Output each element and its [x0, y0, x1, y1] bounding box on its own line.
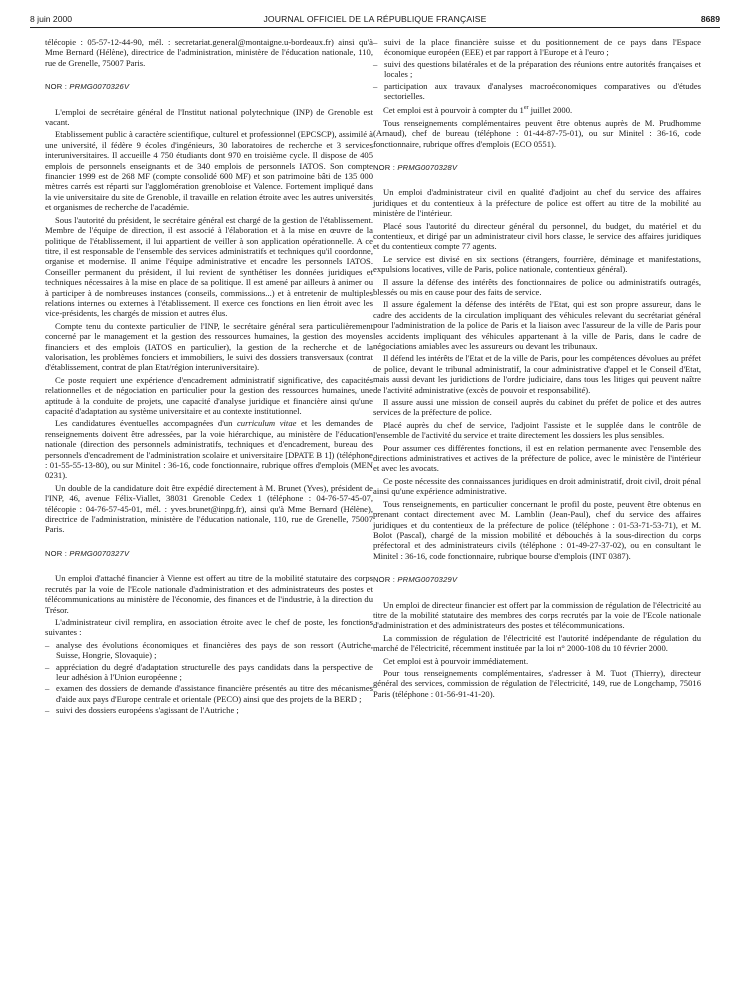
- page-number: 8689: [700, 14, 720, 24]
- text-run: juillet 2000.: [528, 105, 573, 116]
- paragraph: [373, 103, 701, 115]
- paragraph: Tous renseignements, en particulier concernant le profil du poste, peuvent être obtenus en prenant contact directement avec M. Lamblin (Jean-Paul), chef du service des affaires juridiques et du contentieux de la préfecture de police (téléphone : 01-53-71-53-71), et M. Bolot (Pascal), chargé de la mission mobilité et débouchés à la sous-direction du corps préfectoral et des administrateurs civils (téléphone : 01-49-27-37-02), ou en consultant le Minitel : 36-16, code fonctionnaire, rubrique bourse d'emplois (INT 0387).: [373, 498, 701, 561]
- text-run: et les demandes de renseignements doivent être adressées, par la voie hiérarchique, au ministère de l'éducation nationale (direction des personnels administratifs, techniques et d'encadrement, bureau des personnels d'encadrement de l'administration scolaire et universitaire [DPATE B 1]) (téléphone : 01-55-55-13-80), ou sur Minitel : 36-16, code fonctionnaire, rubrique offres d'emplois (MEN 0231).: [45, 418, 373, 481]
- paragraph: Il assure également la défense des intérêts de l'Etat, qui est son propre assureur, dans le cadre des accidents de la circulation impliquant des véhicules relevant du secrétariat général pour l'administration de la police de Paris et la liaison avec l'assureur de la ville de Paris pour les accidents impliquant des véhicules appartenant à la ville de Paris, dans le cadre de négociations amiables avec les assureurs ou devant les tribunaux.: [373, 299, 701, 352]
- nor-reference: [45, 549, 373, 559]
- paragraph: Un emploi d'attaché financier à Vienne est offert au titre de la mobilité statutaire des corps recrutés par la voie de l'Ecole nationale d'administration et des administrateurs des postes et télécommunications au ministère de l'économie, des finances et de l'industrie, à la direction du Trésor.: [45, 573, 373, 615]
- paragraph: L'administrateur civil remplira, en association étroite avec le chef de poste, les fonctions suivantes :: [45, 616, 373, 638]
- nor-reference: [373, 163, 701, 173]
- paragraph: Sous l'autorité du président, le secrétaire général est chargé de la gestion de l'établissement. Membre de l'équipe de direction, il est associé à l'élaboration et à la mise en œuvre de la politique de l'établissement, il lui appartient de veiller à son application opérationnelle. A ce titre, il est responsable de l'ensemble des services administratifs et techniques qu'il coordonne, organise et modernise. Il anime l'équipe administrative et encadre les personnels IATOS. Conseiller permanent du président, il lui revient de synthétiser les données juridiques et techniques nécessaires à la mise en place de sa politique. Il est amené par ailleurs à animer ou à participer à de nombreuses instances (conseils, commissions...) et à entretenir de multiples relations internes ou externes à l'établissement. Il exerce ces fonctions en lien étroit avec les vice-présidents, les chargés de mission et autres élus.: [45, 214, 373, 319]
- nor-code: PRMG0070326V: [69, 82, 130, 92]
- paragraph: Le service est divisé en six sections (étrangers, fourrière, déminage et manifestations, expulsions locatives, ville de Paris, police nationale, contentieux général).: [373, 253, 701, 275]
- header-rule: [30, 27, 720, 28]
- paragraph: Il assure la défense des intérêts des fonctionnaires de police ou administratifs outragés, blessés ou mis en cause pour des faits de service.: [373, 276, 701, 297]
- paragraph: Placé sous l'autorité du directeur général du personnel, du budget, du matériel et du contentieux, et dirigé par un administrateur civil hors classe, le service des affaires juridiques et du contentieux compte 77 agents.: [373, 220, 701, 252]
- paragraph: Pour tous renseignements complémentaires, s'adresser à M. Tuot (Thierry), directeur général des services, commission de régulation de l'électricité, 149, rue de Longchamp, 75016 Paris (téléphone : 01-56-91-41-20).: [373, 667, 701, 699]
- paragraph: Tous renseignements complémentaires peuvent être obtenus auprès de M. Prudhomme (Arnaud), chef de bureau (téléphone : 01-44-87-75-01), ou sur Minitel : 36-16, code fonctionnaire, rubrique offres d'emplois (ECO 0551).: [373, 117, 701, 149]
- list-item: – examen des dossiers de demande d'assistance financière présentés au titre des mécanismes d'aide aux pays d'Europe centrale et orientale (PECO) ainsi que des projets de la BERD ;: [45, 683, 373, 704]
- nor-code: PRMG0070327V: [69, 548, 130, 558]
- paragraph: Il défend les intérêts de l'Etat et de la ville de Paris, pour les compétences dévolues au préfet de police, devant le tribunal administratif, la cour administrative d'appel et le Conseil d'Etat, mais aussi devant les juridictions de l'ordre judiciaire, dans tous les litiges qui peuvent naître de l'activité administrative (excès de pouvoir et responsabilité).: [373, 353, 701, 395]
- paragraph: Un emploi de directeur financier est offert par la commission de régulation de l'électricité au titre de la mobilité statutaire des membres des corps recrutés par la voie de l'Ecole nationale d'administration et des administrateurs des postes et télécommunications.: [373, 599, 701, 631]
- text-run: Cet emploi est à pourvoir à compter du 1: [383, 105, 524, 116]
- right-column: [373, 37, 701, 701]
- nor-reference: [45, 82, 373, 92]
- paragraph: Ce poste nécessite des connaissances juridiques en droit administratif, droit civil, droit pénal ainsi qu'une expérience administrative.: [373, 475, 701, 497]
- list-item: – appréciation du degré d'adaptation structurelle des pays candidats dans la perspective de leur adhésion à l'Union européenne ;: [45, 662, 373, 683]
- nor-code: PRMG0070329V: [397, 575, 458, 585]
- list-item: – suivi des dossiers européens s'agissant de l'Autriche ;: [45, 705, 373, 715]
- paragraph: Il assure aussi une mission de conseil auprès du cabinet du préfet de police et des autres services de la préfecture de police.: [373, 397, 701, 418]
- intro-paragraph: télécopie : 05-57-12-44-90, mél. : secretariat.general@montaigne.u-bordeaux.fr) ainsi qu'à Mme Bernard (Hélène), directrice de l'administration, ministère de l'éducation nationale, 110, rue de Grenelle, 75007 Paris.: [45, 37, 373, 68]
- list-item: – participation aux travaux d'analyses macroéconomiques comparatives ou d'études sectorielles.: [373, 81, 701, 102]
- list-item: – suivi de la place financière suisse et du positionnement de ce pays dans l'Espace économique européen (EEE) et par rapport à l'Europe et à l'euro ;: [373, 37, 701, 58]
- emphasis: curriculum vitae: [236, 418, 297, 429]
- paragraph: Un double de la candidature doit être expédié directement à M. Brunet (Yves), président de l'INP, 46, avenue Félix-Viallet, 38031 Grenoble Cedex 1 (téléphone : 04-76-57-45-07, télécopie : 04-76-57-45-01, mél. : yves.brunet@inpg.fr), ainsi qu'à Mme Bernard (Hélène), directrice de l'administration, ministère de l'éducation nationale, 110, rue de Grenelle, 75007 Paris.: [45, 482, 373, 535]
- nor-reference: [373, 575, 701, 585]
- nor-label: NOR :: [45, 548, 70, 558]
- paragraph: Compte tenu du contexte particulier de l'INP, le secrétaire général sera particulièrement concerné par le management et la gestion des ressources humaines, la gestion des moyens financiers et des emplois (IATOS en particulier), la gestion de la recherche et de la valorisation, les problèmes fonciers et immobiliers, le suivi des dossiers transversaux (contrat d'établissement, contrat de plan Etat/région interuniversitaire).: [45, 320, 373, 373]
- header-date: 8 juin 2000: [30, 14, 73, 24]
- text-run: Les candidatures éventuelles accompagnées d'un: [55, 418, 237, 429]
- paragraph: La commission de régulation de l'électricité est l'autorité indépendante de régulation du marché de l'électricité, récemment instituée par la loi n° 2000-108 du 10 février 2000.: [373, 632, 701, 654]
- superscript: er: [523, 105, 529, 112]
- paragraph: Cet emploi est à pourvoir immédiatement.: [383, 655, 529, 666]
- list-item: – analyse des évolutions économiques et financières des pays de son ressort (Autriche, Suisse, Hongrie, Slovaquie) ;: [45, 640, 373, 661]
- paragraph: Etablissement public à caractère scientifique, culturel et professionnel (EPCSCP), assimilé à une université, il fédère 9 écoles d'ingénieurs, 30 laboratoires de recherche et 3 services interuniversitaires. Il accueille 4 750 étudiants dont 970 en troisième cycle. Il dispose de 405 emplois de personnels enseignants et de 340 emplois de personnels IATOS. Son compte financier 1999 est de 268 MF (compte consolidé 600 MF) et son patrimoine bâti de 135 000 mètres carrés est réparti sur l'agglomération grenobloise et Valence. Fortement impliqué dans la vie universitaire du site de Grenoble, il travaille en relation étroite avec les autres universités et organismes de recherche de l'académie.: [45, 129, 373, 213]
- list-item: – suivi des questions bilatérales et de la préparation des réunions entre autorités françaises et locales ;: [373, 59, 701, 80]
- nor-code: PRMG0070328V: [397, 162, 458, 172]
- left-column: [45, 37, 373, 718]
- paragraph: Placé auprès du chef de service, l'adjoint l'assiste et le supplée dans le contrôle de l'ensemble de l'activité du service et traite directement les dossiers les plus sensibles.: [373, 419, 701, 441]
- paragraph: Un emploi d'administrateur civil en qualité d'adjoint au chef du service des affaires juridiques et du contentieux à la préfecture de police est offert au titre de la mobilité au ministère de l'intérieur.: [373, 187, 701, 219]
- duties-list-continued: [373, 37, 701, 101]
- paragraph: L'emploi de secrétaire général de l'Institut national polytechnique (INP) de Grenoble est vacant.: [45, 106, 373, 128]
- paragraph: [45, 418, 373, 480]
- paragraph: Ce poste requiert une expérience d'encadrement administratif significative, des capacités relationnelles et de négociation en particulier pour la gestion des ressources humaines, une aptitude à la conduite de projets, une capacité d'analyse juridique et financière ainsi qu'une capacité d'adaptation au système universitaire et au contexte institutionnel.: [45, 374, 373, 416]
- duties-list: [45, 640, 373, 716]
- paragraph: Pour assumer ces différentes fonctions, il est en relation permanente avec l'ensemble des directions administratives et actives de la préfecture de police, avec le ministère de l'intérieur et avec les avocats.: [373, 442, 701, 474]
- nor-label: NOR :: [373, 162, 398, 172]
- page-header: [30, 14, 720, 28]
- nor-label: NOR :: [45, 82, 70, 92]
- header-title: JOURNAL OFFICIEL DE LA RÉPUBLIQUE FRANÇAISE: [263, 14, 487, 24]
- nor-label: NOR :: [373, 575, 398, 585]
